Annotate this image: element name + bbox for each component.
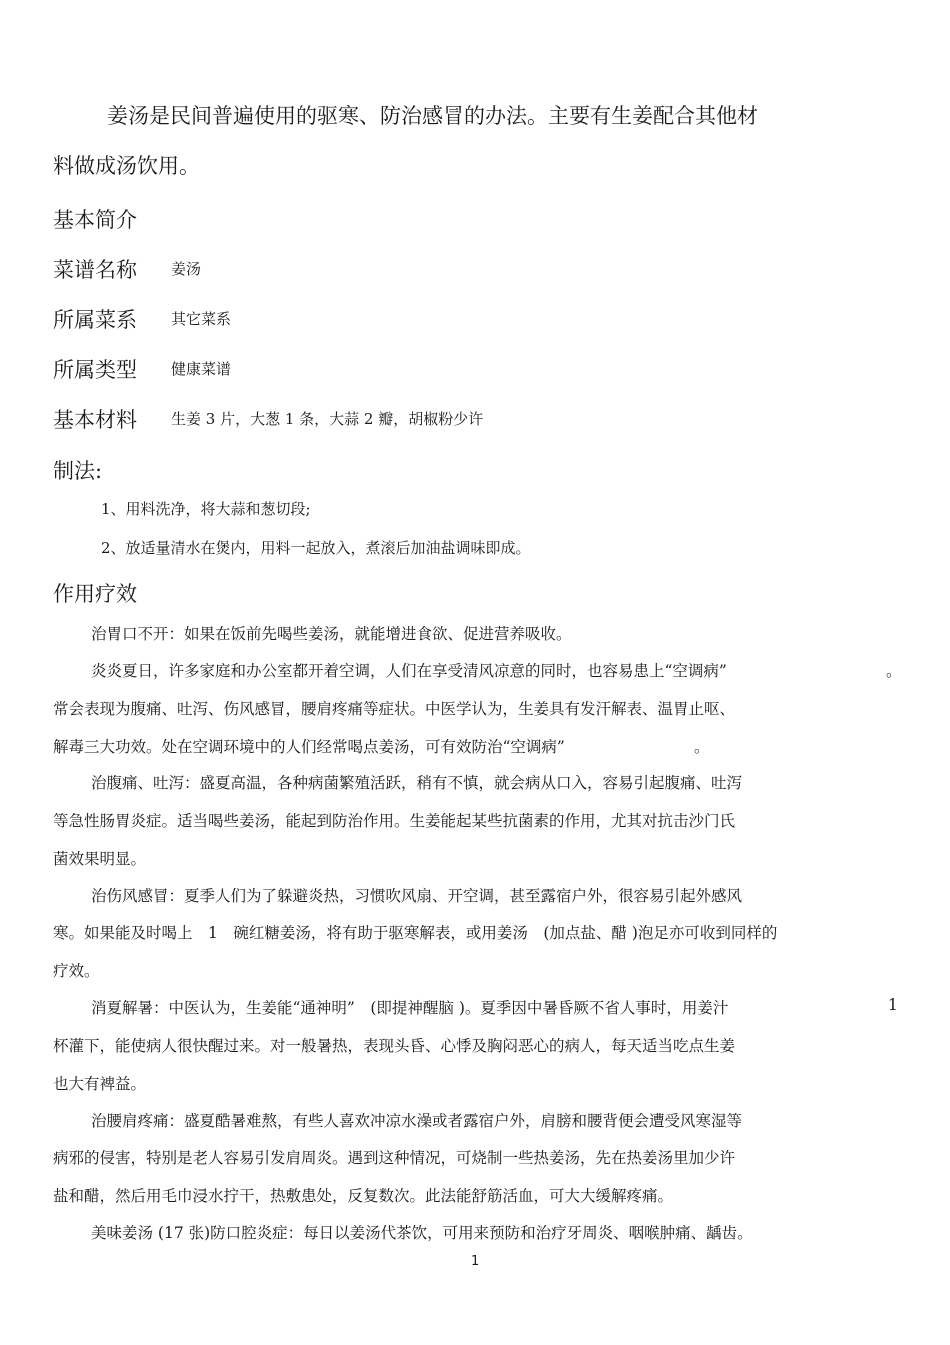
effects-line: 病邪的侵害，特别是老人容易引发肩周炎。遇到这种情况，可烧制一些热姜汤，先在热姜汤里加少许 bbox=[53, 1149, 736, 1167]
info-label-cuisine: 所属菜系 bbox=[53, 308, 137, 332]
effects-line: 治伤风感冒：夏季人们为了躲避炎热，习惯吹风扇、开空调，甚至露宿户外，很容易引起外感风 bbox=[91, 887, 743, 905]
effects-line: 寒。如果能及时喝上 1 碗红糖姜汤，将有助于驱寒解表，或用姜汤 (加点盐、醋 )泡足亦可收到同样的 bbox=[53, 924, 778, 942]
effects-line: 炎炎夏日，许多家庭和办公室都开着空调，人们在享受清风凉意的同时，也容易患上“空调病” bbox=[91, 662, 727, 680]
method-step-2: 2、放适量清水在煲内，用料一起放入，煮滚后加油盐调味即成。 bbox=[101, 539, 531, 557]
effects-line: 疗效。 bbox=[53, 962, 100, 980]
effects-line: 治腰肩疼痛：盛夏酷暑难熬，有些人喜欢冲凉水澡或者露宿户外，肩膀和腰背便会遭受风寒湿等 bbox=[91, 1112, 743, 1130]
method-step-1: 1、用料洗净，将大蒜和葱切段; bbox=[101, 500, 311, 518]
info-value-ingredients: 生姜 3 片，大葱 1 条，大蒜 2 瓣，胡椒粉少许 bbox=[171, 410, 484, 428]
effects-line: 消夏解暑：中医认为，生姜能“通神明” (即提神醒脑 )。夏季因中暑昏厥不省人事时，用姜汁 bbox=[91, 999, 729, 1017]
method-heading: 制法: bbox=[53, 459, 103, 483]
effects-line: 等急性肠胃炎症。适当喝些姜汤，能起到防治作用。生姜能起某些抗菌素的作用，尤其对抗击沙门氏 bbox=[53, 812, 736, 830]
effects-line: 盐和醋，然后用毛巾浸水拧干，热敷患处，反复数次。此法能舒筋活血，可大大缓解疼痛。 bbox=[53, 1187, 674, 1205]
effects-line: 治腹痛、吐泻：盛夏高温，各种病菌繁殖活跃，稍有不慎，就会病从口入，容易引起腹痛、吐泻 bbox=[91, 774, 743, 792]
effects-line: 杯灌下，能使病人很快醒过来。对一般暑热，表现头昏、心悸及胸闷恶心的病人，每天适当吃点生姜 bbox=[53, 1037, 736, 1055]
effects-line: 解毒三大功效。处在空调环境中的人们经常喝点姜汤，可有效防治“空调病” bbox=[53, 738, 565, 756]
info-label-recipe-name: 菜谱名称 bbox=[53, 258, 137, 282]
info-value-cuisine: 其它菜系 bbox=[171, 310, 232, 328]
effects-line: 美味姜汤 (17 张)防口腔炎症：每日以姜汤代茶饮，可用来预防和治疗牙周炎、咽喉肿痛、龋齿。 bbox=[91, 1224, 753, 1242]
info-value-recipe-name: 姜汤 bbox=[171, 260, 202, 278]
basic-info-heading: 基本简介 bbox=[53, 208, 137, 232]
intro-line-1: 姜汤是民间普遍使用的驱寒、防治感冒的办法。主要有生姜配合其他材 bbox=[107, 104, 758, 128]
effects-line: 也大有裨益。 bbox=[53, 1075, 147, 1093]
effects-line: 1 bbox=[888, 996, 898, 1014]
effects-line: 。 bbox=[886, 662, 902, 680]
info-label-ingredients: 基本材料 bbox=[53, 408, 137, 432]
page-number: 1 bbox=[471, 1254, 480, 1269]
effects-line: 菌效果明显。 bbox=[53, 850, 147, 868]
effects-line: 常会表现为腹痛、吐泻、伤风感冒，腰肩疼痛等症状。中医学认为，生姜具有发汗解表、温胃止呕、 bbox=[53, 700, 736, 718]
intro-line-2: 料做成汤饮用。 bbox=[53, 154, 200, 178]
effects-heading: 作用疗效 bbox=[53, 582, 137, 606]
effects-line: 治胃口不开：如果在饭前先喝些姜汤，就能增进食欲、促进营养吸收。 bbox=[91, 625, 572, 643]
effects-line: 。 bbox=[694, 738, 710, 756]
info-value-type: 健康菜谱 bbox=[171, 360, 232, 378]
info-label-type: 所属类型 bbox=[53, 358, 137, 382]
